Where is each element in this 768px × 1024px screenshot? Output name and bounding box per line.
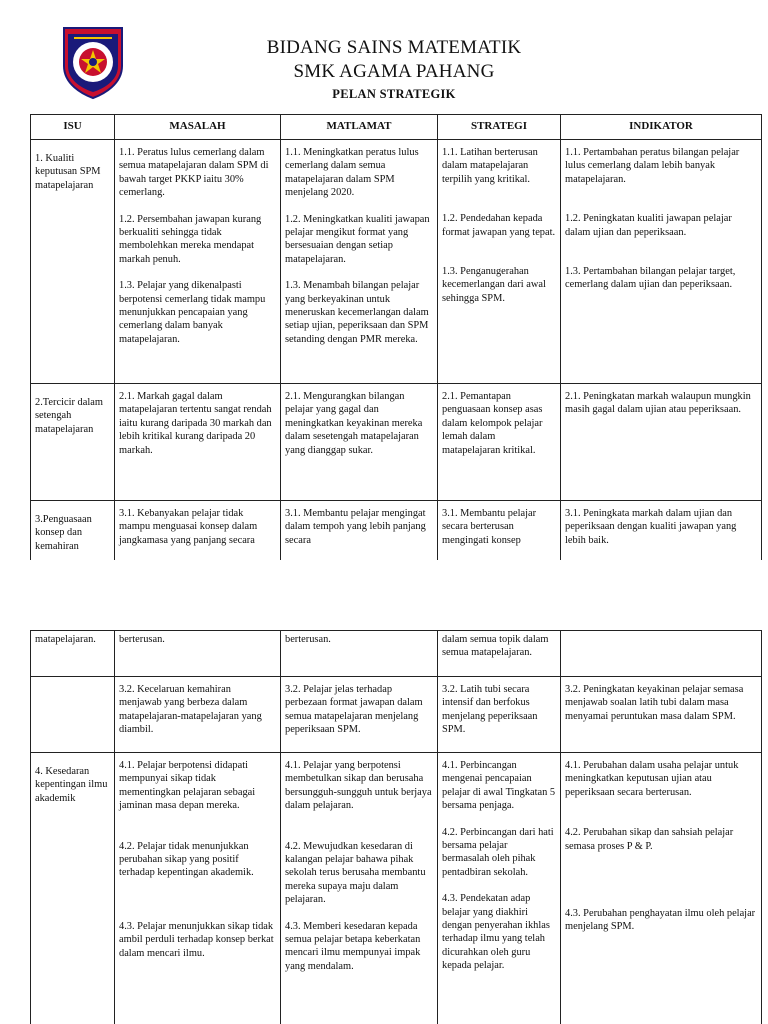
indikator-item: 1.1. Pertambahan peratus bilangan pelajar lulus cemerlang dalam lebih banyak matapelajaran. bbox=[565, 147, 740, 185]
indikator-item: 4.1. Perubahan dalam usaha pelajar untuk meningkatkan keputusan ujian atau peperiksaan secara berterusan. bbox=[565, 760, 739, 798]
document-header bbox=[0, 36, 768, 102]
matlamat-cell bbox=[281, 384, 438, 501]
table-row bbox=[31, 677, 762, 753]
matlamat-item: 2.1. Mengurangkan bilangan pelajar yang gagal dan meningkatkan keyakinan mereka dalam sesetengah matapelajaran yang dianggap sukar. bbox=[285, 391, 423, 456]
isu-cell bbox=[31, 384, 115, 501]
matlamat-item: 4.2. Mewujudkan kesedaran di kalangan pelajar bahawa pihak sekolah terus berusaha membantu mereka supaya maju dalam pelajaran. bbox=[285, 840, 426, 906]
matlamat-item: 4.3. Memberi kesedaran kepada semua pelajar betapa keberkatan mencari ilmu mempunyai impak yang mendalam. bbox=[285, 920, 421, 972]
masalah-item: 4.3. Pelajar menunjukkan sikap tidak ambil perduli terhadap konsep berkat dalam mencari ilmu. bbox=[119, 920, 274, 959]
masalah-cell bbox=[115, 384, 281, 501]
table-header-row bbox=[31, 115, 762, 140]
indikator-item bbox=[561, 631, 761, 637]
isu-text: 1. Kualiti keputusan SPM matapelajaran bbox=[35, 153, 101, 191]
column-header-indikator: INDIKATOR bbox=[561, 115, 762, 140]
matlamat-item: 3.1. Membantu pelajar mengingat dalam tempoh yang lebih panjang secara bbox=[285, 508, 426, 546]
matlamat-item: berterusan. bbox=[285, 634, 331, 645]
strategi-item: dalam semua topik dalam semua matapelajaran. bbox=[442, 634, 549, 659]
column-header-matlamat: MATLAMAT bbox=[281, 115, 438, 140]
masalah-item: 1.1. Peratus lulus cemerlang dalam semua matapelajaran dalam SPM di bawah target PKKP iaitu 30% cemerlang. bbox=[119, 147, 269, 199]
page-break bbox=[0, 560, 768, 630]
table-row bbox=[31, 753, 762, 1024]
strategic-plan-table-page1 bbox=[30, 114, 762, 571]
strategi-item: 4.1. Perbincangan mengenai pencapaian pelajar di awal Tingkatan 5 bersama penjaga. bbox=[442, 760, 556, 812]
matlamat-item: 1.1. Meningkatkan peratus lulus cemerlang dalam semua matapelajaran dalam SPM menjelang 2020. bbox=[285, 147, 419, 199]
indikator-cell bbox=[561, 753, 762, 1024]
isu-text: 3.Penguasaan konsep dan kemahiran bbox=[35, 514, 92, 552]
isu-text: 4. Kesedaran kepentingan ilmu akademik bbox=[35, 766, 108, 804]
indikator-cell bbox=[561, 140, 762, 384]
masalah-cell bbox=[115, 677, 281, 753]
isu-text bbox=[31, 677, 114, 687]
masalah-item: 2.1. Markah gagal dalam matapelajaran tertentu sangat rendah iaitu kurang daripada 30 markah dan lebih kritikal kurang daripada 20 markah. bbox=[119, 391, 272, 456]
header-title-school: SMK AGAMA PAHANG bbox=[293, 61, 495, 82]
strategi-item: 4.2. Perbincangan dari hati bersama pelajar bermasalah oleh pihak pentadbiran sekolah. bbox=[442, 826, 554, 878]
matlamat-item: 4.1. Pelajar yang berpotensi membetulkan sikap dan berusaha bersungguh-sungguh untuk berjaya dalam pelajaran. bbox=[285, 760, 432, 812]
matlamat-item: 3.2. Pelajar jelas terhadap perbezaan format jawapan dalam semua matapelajaran menjelang peperiksaan SPM. bbox=[285, 684, 423, 736]
table-row bbox=[31, 384, 762, 501]
matlamat-cell bbox=[281, 631, 438, 677]
isu-text: matapelajaran. bbox=[35, 634, 96, 645]
strategi-cell bbox=[438, 631, 561, 677]
strategi-cell bbox=[438, 677, 561, 753]
strategi-item: 2.1. Pemantapan penguasaan konsep asas dalam kelompok pelajar lemah dalam matapelajaran kritikal. bbox=[442, 391, 543, 456]
masalah-cell bbox=[115, 140, 281, 384]
indikator-item: 3.1. Peningkata markah dalam ujian dan peperiksaan dengan kualiti jawapan yang lebih baik. bbox=[565, 508, 737, 546]
indikator-cell bbox=[561, 677, 762, 753]
strategi-cell bbox=[438, 384, 561, 501]
table-row bbox=[31, 140, 762, 384]
masalah-item: 1.2. Persembahan jawapan kurang berkualiti sehingga tidak membolehkan mereka mendapat markah penuh. bbox=[119, 213, 262, 265]
indikator-cell bbox=[561, 631, 762, 677]
masalah-item: 3.2. Kecelaruan kemahiran menjawab yang berbeza dalam matapelajaran-matapelajaran yang diambil. bbox=[119, 684, 262, 736]
strategi-cell bbox=[438, 753, 561, 1024]
matlamat-item: 1.3. Menambah bilangan pelajar yang berkeyakinan untuk meneruskan kecemerlangan dalam setiap ujian, peperiksaan dan SPM setanding dengan PMR mereka. bbox=[285, 280, 429, 345]
isu-text: 2.Tercicir dalam setengah matapelajaran bbox=[35, 397, 103, 435]
strategi-item: 1.3. Penganugerahan kecemerlangan dari awal sehingga SPM. bbox=[442, 266, 546, 304]
masalah-item: 3.1. Kebanyakan pelajar tidak mampu menguasai konsep dalam jangkamasa yang panjang secara bbox=[119, 508, 258, 546]
strategi-item: 1.2. Pendedahan kepada format jawapan yang tepat. bbox=[442, 213, 556, 238]
isu-cell bbox=[31, 753, 115, 1024]
masalah-item: 1.3. Pelajar yang dikenalpasti berpotensi cemerlang tidak mampu menunjukkan pencapaian yang cemerlang dalam banyak matapelajaran. bbox=[119, 280, 266, 345]
matlamat-cell bbox=[281, 753, 438, 1024]
strategi-item: 3.2. Latih tubi secara intensif dan berfokus menjelang peperiksaan SPM. bbox=[442, 684, 538, 736]
column-header-isu: ISU bbox=[31, 115, 115, 140]
strategi-item: 3.1. Membantu pelajar secara berterusan mengingati konsep bbox=[442, 508, 537, 546]
strategi-item: 1.1. Latihan berterusan dalam matapelajaran terpilih yang kritikal. bbox=[442, 147, 538, 185]
table-row bbox=[31, 631, 762, 677]
masalah-item: berterusan. bbox=[119, 634, 165, 645]
strategic-plan-table-page2 bbox=[30, 630, 762, 1024]
indikator-item: 3.2. Peningkatan keyakinan pelajar semasa menjawab soalan latih tubi dalam masa menyamai peruntukan masa dalam SPM. bbox=[565, 684, 744, 722]
masalah-cell bbox=[115, 631, 281, 677]
matlamat-cell bbox=[281, 140, 438, 384]
indikator-cell bbox=[561, 384, 762, 501]
isu-cell bbox=[31, 631, 115, 677]
indikator-item: 4.3. Perubahan penghayatan ilmu oleh pelajar menjelang SPM. bbox=[565, 908, 756, 933]
masalah-item: 4.2. Pelajar tidak menunjukkan perubahan sikap yang positif terhadap kepentingan akademik. bbox=[119, 840, 254, 879]
matlamat-cell bbox=[281, 677, 438, 753]
header-title-department: BIDANG SAINS MATEMATIK bbox=[266, 37, 522, 58]
header-subtitle: PELAN STRATEGIK bbox=[332, 87, 456, 101]
indikator-item: 1.2. Peningkatan kualiti jawapan pelajar dalam ujian dan peperiksaan. bbox=[565, 213, 732, 238]
indikator-item: 1.3. Pertambahan bilangan pelajar target, cemerlang dalam ujian dan peperiksaan. bbox=[565, 266, 736, 291]
column-header-masalah: MASALAH bbox=[115, 115, 281, 140]
masalah-item: 4.1. Pelajar berpotensi didapati mempunyai sikap tidak mementingkan pelajaran sebagai jaminan masa depan mereka. bbox=[119, 760, 256, 812]
column-header-strategi: STRATEGI bbox=[438, 115, 561, 140]
isu-cell bbox=[31, 140, 115, 384]
strategi-item: 4.3. Pendekatan adap belajar yang diakhiri dengan penyerahan ikhlas terhadap ilmu yang telah dicurahkan oleh guru kepada pelajar. bbox=[442, 893, 550, 972]
indikator-item: 2.1. Peningkatan markah walaupun mungkin masih gagal dalam ujian atau peperiksaan. bbox=[565, 391, 751, 416]
strategi-cell bbox=[438, 140, 561, 384]
isu-cell bbox=[31, 677, 115, 753]
matlamat-item: 1.2. Meningkatkan kualiti jawapan pelajar mengikut format yang bersesuaian dengan setiap matapelajaran. bbox=[285, 213, 430, 265]
masalah-cell bbox=[115, 753, 281, 1024]
indikator-item: 4.2. Perubahan sikap dan sahsiah pelajar semasa proses P & P. bbox=[565, 827, 734, 852]
